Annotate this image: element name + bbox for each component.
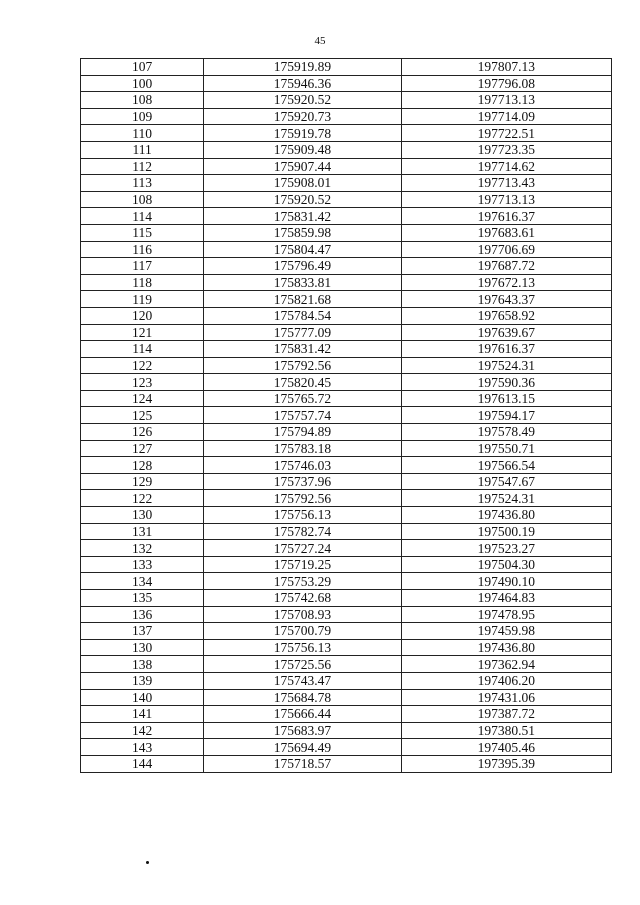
x-coordinate-cell: 175683.97 (204, 722, 401, 739)
table-row (81, 141, 612, 158)
point-number-cell: 113 (81, 175, 204, 192)
y-coordinate-cell: 197490.10 (401, 573, 611, 590)
x-coordinate-cell: 175765.72 (204, 390, 401, 407)
point-number-cell: 114 (81, 341, 204, 358)
point-number-cell: 119 (81, 291, 204, 308)
x-coordinate-cell: 175831.42 (204, 208, 401, 225)
y-coordinate-cell: 197566.54 (401, 457, 611, 474)
y-coordinate-cell: 197578.49 (401, 424, 611, 441)
table-row (81, 672, 612, 689)
x-coordinate-cell: 175920.52 (204, 191, 401, 208)
x-coordinate-cell: 175804.47 (204, 241, 401, 258)
point-number-cell: 134 (81, 573, 204, 590)
point-number-cell: 141 (81, 706, 204, 723)
point-number-cell: 116 (81, 241, 204, 258)
page-number: 45 (314, 35, 326, 47)
point-number-cell: 112 (81, 158, 204, 175)
y-coordinate-cell: 197478.95 (401, 606, 611, 623)
y-coordinate-cell: 197658.92 (401, 307, 611, 324)
point-number-cell: 133 (81, 556, 204, 573)
table-row (81, 623, 612, 640)
x-coordinate-cell: 175820.45 (204, 374, 401, 391)
x-coordinate-cell: 175684.78 (204, 689, 401, 706)
table-row (81, 606, 612, 623)
x-coordinate-cell: 175920.73 (204, 108, 401, 125)
x-coordinate-cell: 175782.74 (204, 523, 401, 540)
table-row (81, 706, 612, 723)
y-coordinate-cell: 197464.83 (401, 590, 611, 607)
point-number-cell: 131 (81, 523, 204, 540)
table-row (81, 307, 612, 324)
x-coordinate-cell: 175742.68 (204, 590, 401, 607)
table-row (81, 258, 612, 275)
y-coordinate-cell: 197405.46 (401, 739, 611, 756)
y-coordinate-cell: 197672.13 (401, 274, 611, 291)
table-row (81, 540, 612, 557)
table-row (81, 108, 612, 125)
point-number-cell: 114 (81, 208, 204, 225)
y-coordinate-cell: 197683.61 (401, 224, 611, 241)
table-row (81, 440, 612, 457)
point-number-cell: 100 (81, 75, 204, 92)
point-number-cell: 127 (81, 440, 204, 457)
y-coordinate-cell: 197524.31 (401, 357, 611, 374)
coordinates-table (80, 58, 612, 773)
point-number-cell: 110 (81, 125, 204, 142)
x-coordinate-cell: 175753.29 (204, 573, 401, 590)
x-coordinate-cell: 175756.13 (204, 639, 401, 656)
point-number-cell: 136 (81, 606, 204, 623)
table-row (81, 224, 612, 241)
point-number-cell: 107 (81, 59, 204, 76)
table-row (81, 191, 612, 208)
point-number-cell: 124 (81, 390, 204, 407)
table-row (81, 291, 612, 308)
y-coordinate-cell: 197547.67 (401, 473, 611, 490)
table-row (81, 374, 612, 391)
x-coordinate-cell: 175727.24 (204, 540, 401, 557)
y-coordinate-cell: 197687.72 (401, 258, 611, 275)
y-coordinate-cell: 197550.71 (401, 440, 611, 457)
point-number-cell: 117 (81, 258, 204, 275)
table-row (81, 656, 612, 673)
x-coordinate-cell: 175909.48 (204, 141, 401, 158)
point-number-cell: 129 (81, 473, 204, 490)
y-coordinate-cell: 197459.98 (401, 623, 611, 640)
y-coordinate-cell: 197706.69 (401, 241, 611, 258)
y-coordinate-cell: 197639.67 (401, 324, 611, 341)
point-number-cell: 135 (81, 590, 204, 607)
table-row (81, 175, 612, 192)
table-row (81, 722, 612, 739)
x-coordinate-cell: 175920.52 (204, 92, 401, 109)
table-row (81, 424, 612, 441)
y-coordinate-cell: 197523.27 (401, 540, 611, 557)
x-coordinate-cell: 175708.93 (204, 606, 401, 623)
table-row (81, 490, 612, 507)
x-coordinate-cell: 175833.81 (204, 274, 401, 291)
stray-dot-mark (146, 861, 149, 864)
table-row (81, 158, 612, 175)
table-row (81, 75, 612, 92)
table-row (81, 473, 612, 490)
point-number-cell: 139 (81, 672, 204, 689)
table-row (81, 739, 612, 756)
table-row (81, 573, 612, 590)
x-coordinate-cell: 175756.13 (204, 507, 401, 524)
point-number-cell: 122 (81, 490, 204, 507)
y-coordinate-cell: 197713.43 (401, 175, 611, 192)
y-coordinate-cell: 197714.09 (401, 108, 611, 125)
table-row (81, 507, 612, 524)
y-coordinate-cell: 197362.94 (401, 656, 611, 673)
point-number-cell: 108 (81, 191, 204, 208)
y-coordinate-cell: 197722.51 (401, 125, 611, 142)
y-coordinate-cell: 197431.06 (401, 689, 611, 706)
table-row (81, 341, 612, 358)
y-coordinate-cell: 197807.13 (401, 59, 611, 76)
point-number-cell: 140 (81, 689, 204, 706)
point-number-cell: 115 (81, 224, 204, 241)
table-row (81, 639, 612, 656)
y-coordinate-cell: 197594.17 (401, 407, 611, 424)
y-coordinate-cell: 197723.35 (401, 141, 611, 158)
point-number-cell: 109 (81, 108, 204, 125)
x-coordinate-cell: 175666.44 (204, 706, 401, 723)
x-coordinate-cell: 175784.54 (204, 307, 401, 324)
x-coordinate-cell: 175719.25 (204, 556, 401, 573)
table-row (81, 357, 612, 374)
y-coordinate-cell: 197504.30 (401, 556, 611, 573)
x-coordinate-cell: 175737.96 (204, 473, 401, 490)
y-coordinate-cell: 197387.72 (401, 706, 611, 723)
point-number-cell: 121 (81, 324, 204, 341)
point-number-cell: 122 (81, 357, 204, 374)
y-coordinate-cell: 197643.37 (401, 291, 611, 308)
point-number-cell: 118 (81, 274, 204, 291)
y-coordinate-cell: 197436.80 (401, 507, 611, 524)
x-coordinate-cell: 175821.68 (204, 291, 401, 308)
x-coordinate-cell: 175694.49 (204, 739, 401, 756)
y-coordinate-cell: 197500.19 (401, 523, 611, 540)
y-coordinate-cell: 197406.20 (401, 672, 611, 689)
table-row (81, 125, 612, 142)
table-row (81, 208, 612, 225)
coordinates-table-body (81, 59, 612, 773)
x-coordinate-cell: 175757.74 (204, 407, 401, 424)
y-coordinate-cell: 197613.15 (401, 390, 611, 407)
point-number-cell: 143 (81, 739, 204, 756)
x-coordinate-cell: 175908.01 (204, 175, 401, 192)
point-number-cell: 111 (81, 141, 204, 158)
point-number-cell: 128 (81, 457, 204, 474)
x-coordinate-cell: 175794.89 (204, 424, 401, 441)
y-coordinate-cell: 197714.62 (401, 158, 611, 175)
y-coordinate-cell: 197436.80 (401, 639, 611, 656)
x-coordinate-cell: 175919.89 (204, 59, 401, 76)
x-coordinate-cell: 175859.98 (204, 224, 401, 241)
x-coordinate-cell: 175796.49 (204, 258, 401, 275)
table-row (81, 407, 612, 424)
x-coordinate-cell: 175783.18 (204, 440, 401, 457)
y-coordinate-cell: 197713.13 (401, 191, 611, 208)
table-row (81, 590, 612, 607)
y-coordinate-cell: 197616.37 (401, 341, 611, 358)
point-number-cell: 130 (81, 507, 204, 524)
point-number-cell: 123 (81, 374, 204, 391)
point-number-cell: 125 (81, 407, 204, 424)
table-row (81, 689, 612, 706)
point-number-cell: 144 (81, 755, 204, 772)
x-coordinate-cell: 175792.56 (204, 357, 401, 374)
table-row (81, 556, 612, 573)
x-coordinate-cell: 175777.09 (204, 324, 401, 341)
x-coordinate-cell: 175718.57 (204, 755, 401, 772)
y-coordinate-cell: 197796.08 (401, 75, 611, 92)
point-number-cell: 126 (81, 424, 204, 441)
point-number-cell: 120 (81, 307, 204, 324)
table-row (81, 92, 612, 109)
table-row (81, 755, 612, 772)
y-coordinate-cell: 197395.39 (401, 755, 611, 772)
table-row (81, 241, 612, 258)
table-row (81, 274, 612, 291)
x-coordinate-cell: 175907.44 (204, 158, 401, 175)
y-coordinate-cell: 197524.31 (401, 490, 611, 507)
table-row (81, 390, 612, 407)
y-coordinate-cell: 197713.13 (401, 92, 611, 109)
point-number-cell: 137 (81, 623, 204, 640)
point-number-cell: 132 (81, 540, 204, 557)
table-row (81, 59, 612, 76)
y-coordinate-cell: 197380.51 (401, 722, 611, 739)
y-coordinate-cell: 197590.36 (401, 374, 611, 391)
point-number-cell: 138 (81, 656, 204, 673)
x-coordinate-cell: 175746.03 (204, 457, 401, 474)
table-row (81, 523, 612, 540)
y-coordinate-cell: 197616.37 (401, 208, 611, 225)
point-number-cell: 108 (81, 92, 204, 109)
x-coordinate-cell: 175831.42 (204, 341, 401, 358)
x-coordinate-cell: 175792.56 (204, 490, 401, 507)
x-coordinate-cell: 175919.78 (204, 125, 401, 142)
table-row (81, 457, 612, 474)
table-row (81, 324, 612, 341)
x-coordinate-cell: 175743.47 (204, 672, 401, 689)
x-coordinate-cell: 175700.79 (204, 623, 401, 640)
x-coordinate-cell: 175725.56 (204, 656, 401, 673)
x-coordinate-cell: 175946.36 (204, 75, 401, 92)
point-number-cell: 130 (81, 639, 204, 656)
point-number-cell: 142 (81, 722, 204, 739)
